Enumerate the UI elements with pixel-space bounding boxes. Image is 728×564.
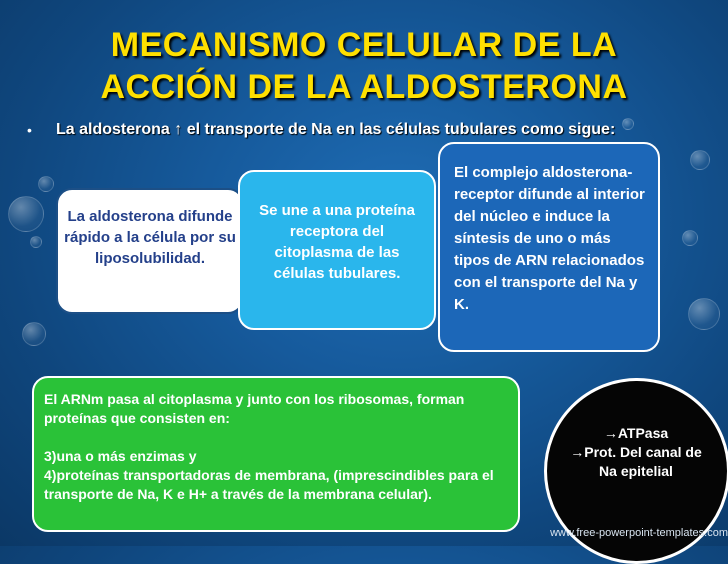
decorative-bubble — [690, 150, 710, 170]
decorative-bubble — [38, 176, 54, 192]
result-circle-text — [560, 424, 712, 481]
step-box-diffusion: La aldosterona difunde rápido a la célula por su liposolubilidad. — [56, 188, 244, 314]
decorative-bubble — [682, 230, 698, 246]
decorative-bubble — [8, 196, 44, 232]
step-box-receptor: Se une a una proteína receptora del citoplasma de las células tubulares. — [238, 170, 436, 330]
watermark: www.free-powerpoint-templates.com — [550, 527, 728, 539]
result-canal-na: →Prot. Del canal de Na epitelial — [570, 444, 702, 479]
step-box-proteins-text: El ARNm pasa al citoplasma y junto con los ribosomas, forman proteínas que consisten en: 3)una o más enzimas y 4)proteínas transportadoras de membrana, (imprescindibles para el transporte de Na, K e H+ a través de la membrana celular). — [44, 391, 494, 502]
slide-title-line1: MECANISMO CELULAR DE LA — [110, 26, 618, 64]
bullet-icon: • — [27, 122, 32, 138]
step-box-nucleus: El complejo aldosterona-receptor difunde al interior del núcleo e induce la síntesis de uno o más tipos de ARN relacionados con el transporte del Na y K. — [438, 142, 660, 352]
bullet-text: La aldosterona ↑ el transporte de Na en las células tubulares como sigue: — [56, 121, 616, 138]
decorative-bubble — [688, 298, 720, 330]
decorative-bubble — [30, 236, 42, 248]
slide-title-line2: ACCIÓN DE LA ALDOSTERONA — [100, 68, 628, 106]
step-box-proteins — [32, 376, 520, 532]
result-atpasa: →ATPasa — [603, 425, 669, 441]
decorative-bubble — [22, 322, 46, 346]
slide-title — [40, 24, 688, 108]
